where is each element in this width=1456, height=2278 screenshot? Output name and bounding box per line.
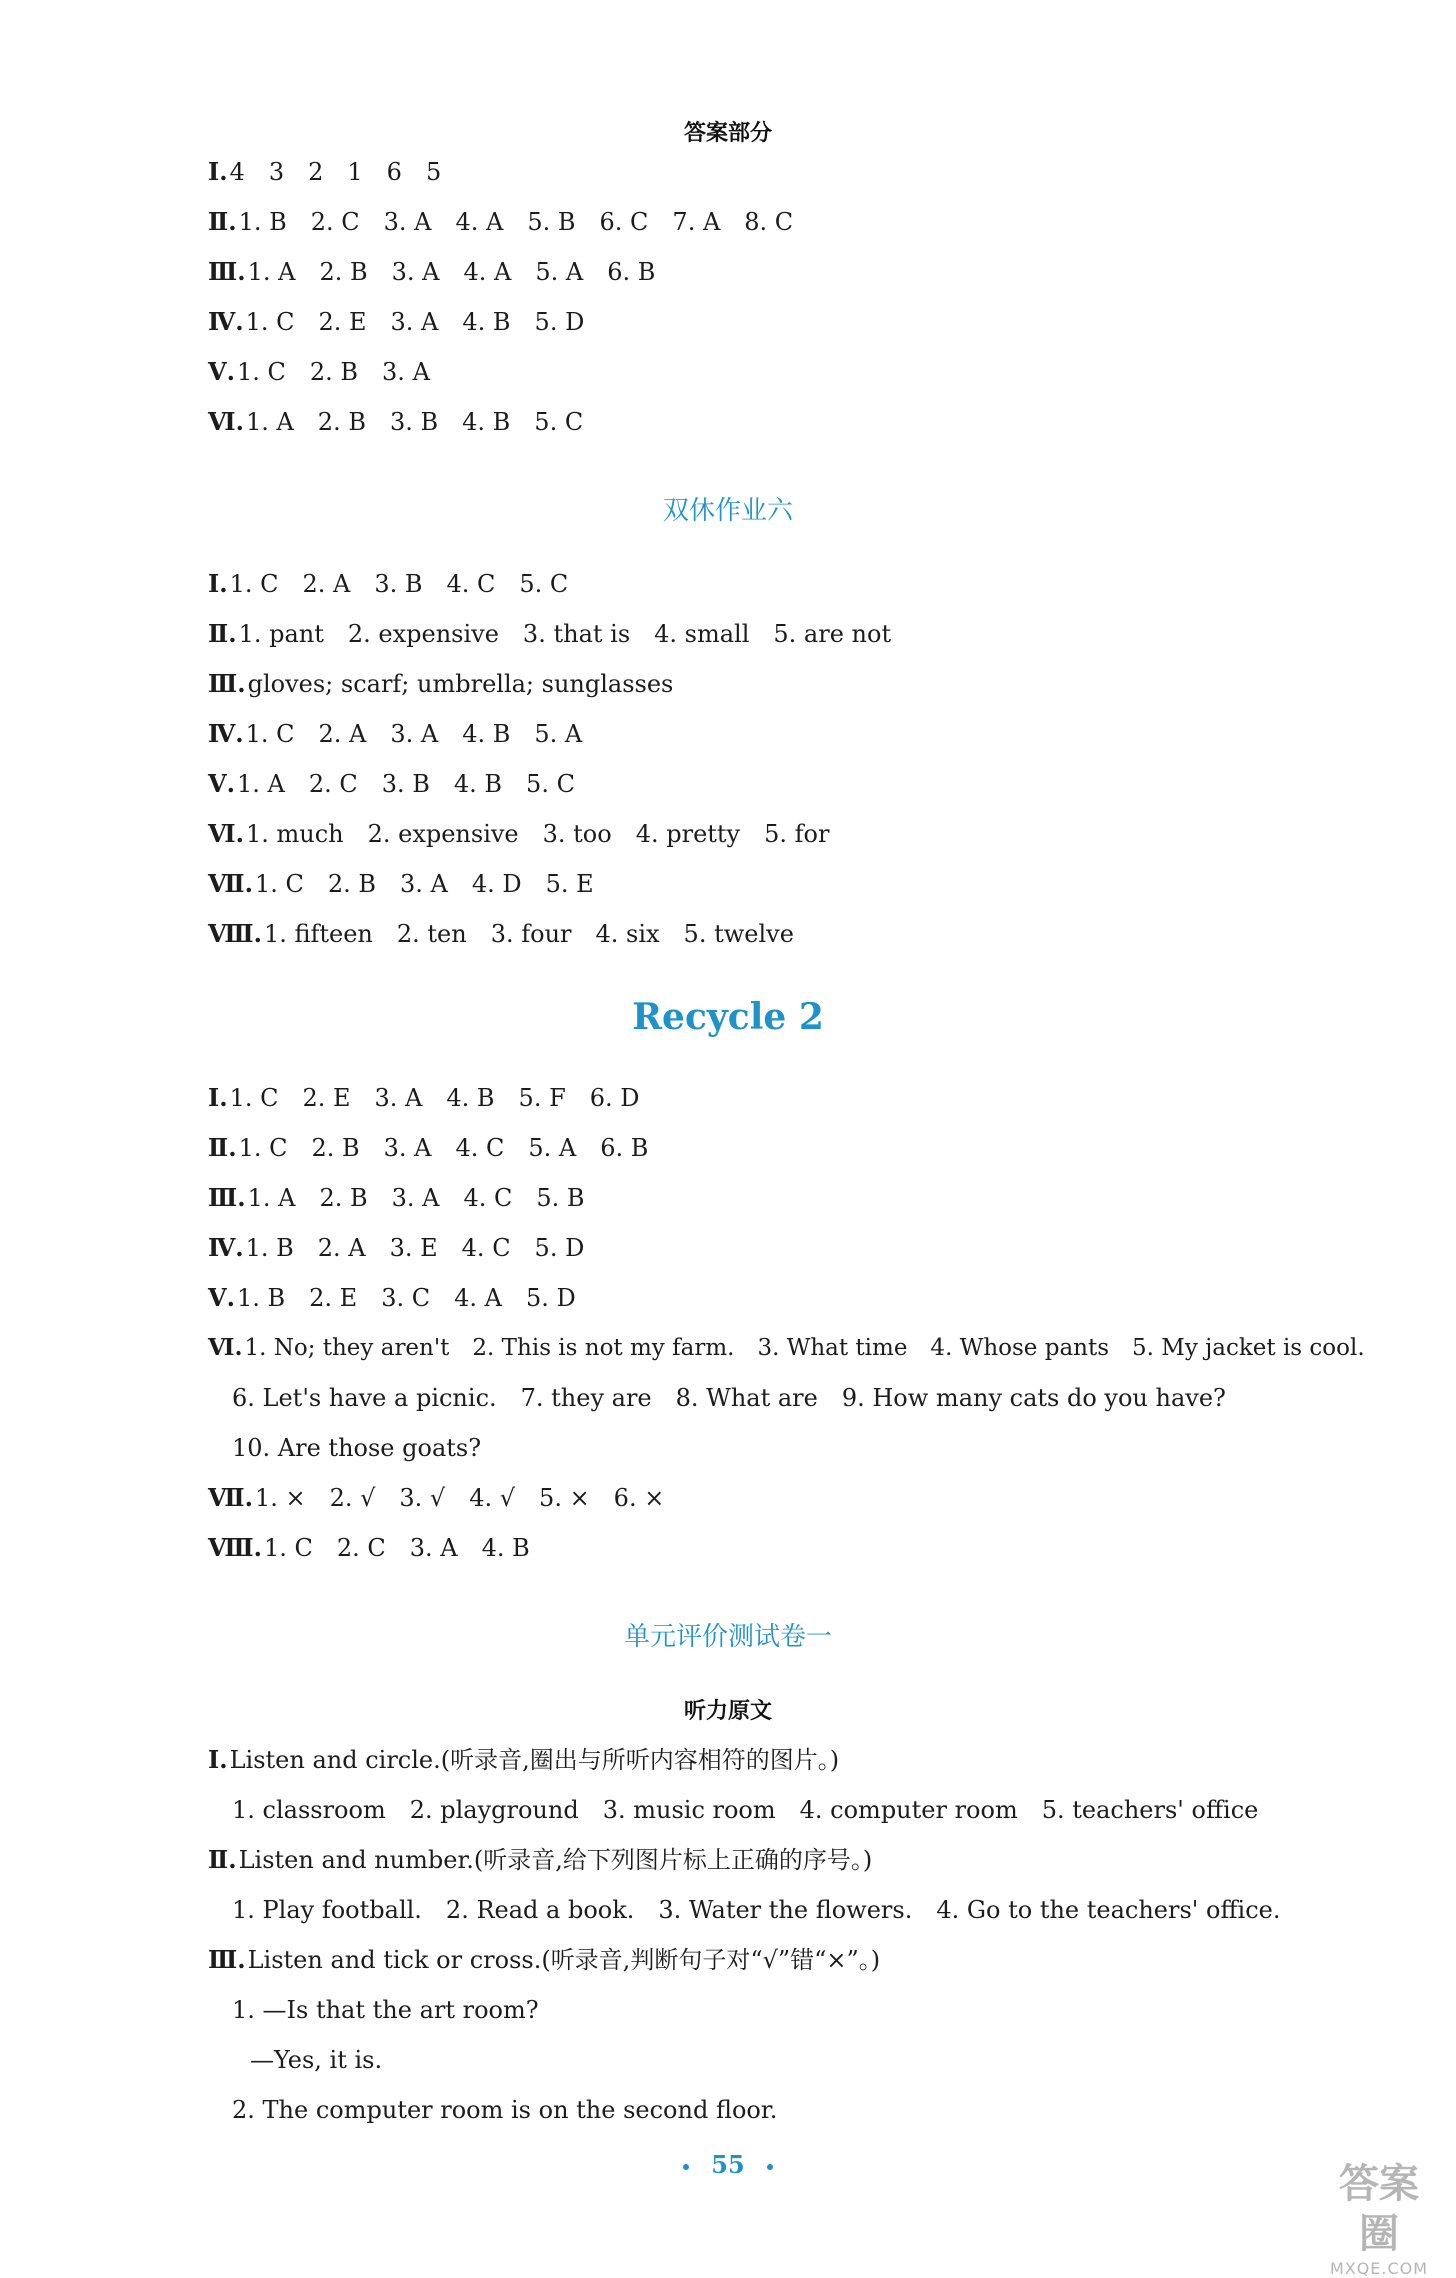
answer-line: —Yes, it is. <box>250 2046 383 2074</box>
answer-line: 1. Play football. 2. Read a book. 3. Water the flowers. 4. Go to the teachers' office. <box>232 1896 1281 1924</box>
section-title: 单元评价测试卷一 <box>623 1622 832 1652</box>
answer-line: Ⅳ.1. C 2. E 3. A 4. B 5. D <box>208 307 585 336</box>
answer-line: Ⅵ.1. much 2. expensive 3. too 4. pretty 5. for <box>208 819 830 848</box>
answer-line: 2. The computer room is on the second floor. <box>232 2096 778 2124</box>
answer-line: 1. —Is that the art room? <box>232 1996 539 2024</box>
answer-line: Ⅷ.1. fifteen 2. ten 3. four 4. six 5. twelve <box>208 919 794 948</box>
answer-line: Ⅱ.Listen and number.(听录音,给下列图片标上正确的序号。) <box>208 1845 873 1874</box>
section-title: Recycle 2 <box>632 996 824 1038</box>
page-header-title: 答案部分 <box>683 121 772 146</box>
answer-line: 10. Are those goats? <box>232 1434 482 1462</box>
answer-line: 1. classroom 2. playground 3. music room 4. computer room 5. teachers' office <box>232 1796 1259 1824</box>
answer-line: Ⅷ.1. C 2. C 3. A 4. B <box>208 1533 530 1562</box>
answer-line: Ⅴ.1. C 2. B 3. A <box>208 357 430 386</box>
answer-line: Ⅲ.gloves; scarf; umbrella; sunglasses <box>208 669 674 698</box>
answer-line: Ⅲ.1. A 2. B 3. A 4. C 5. B <box>208 1183 585 1212</box>
answer-line: Ⅶ.1. × 2. √ 3. √ 4. √ 5. × 6. × <box>208 1483 665 1512</box>
section-title: 双休作业六 <box>662 496 793 526</box>
answer-line: Ⅳ.1. C 2. A 3. A 4. B 5. A <box>208 719 583 748</box>
answer-line: Ⅰ.1. C 2. A 3. B 4. C 5. C <box>208 569 569 598</box>
answer-line: Ⅲ.1. A 2. B 3. A 4. A 5. A 6. B <box>208 257 656 286</box>
answer-line: Ⅱ.1. C 2. B 3. A 4. C 5. A 6. B <box>208 1133 649 1162</box>
answer-line: Ⅰ.4 3 2 1 6 5 <box>208 157 442 186</box>
answer-line: 6. Let's have a picnic. 7. they are 8. What are 9. How many cats do you have? <box>232 1384 1226 1412</box>
watermark-logo: 答案圈 MXQE.COM <box>1329 2161 1429 2278</box>
answer-line: Ⅱ.1. pant 2. expensive 3. that is 4. small 5. are not <box>208 619 892 648</box>
section-subtitle: 听力原文 <box>683 1699 772 1724</box>
answer-line: Ⅵ.1. A 2. B 3. B 4. B 5. C <box>208 407 584 436</box>
answer-line: Ⅴ.1. A 2. C 3. B 4. B 5. C <box>208 769 575 798</box>
answer-line: Ⅱ.1. B 2. C 3. A 4. A 5. B 6. C 7. A 8. C <box>208 207 794 236</box>
answer-line: Ⅴ.1. B 2. E 3. C 4. A 5. D <box>208 1283 576 1312</box>
answer-line: Ⅰ.1. C 2. E 3. A 4. B 5. F 6. D <box>208 1083 640 1112</box>
answer-line: Ⅰ.Listen and circle.(听录音,圈出与所听内容相符的图片。) <box>208 1745 840 1774</box>
page-number: 55 <box>0 2150 1456 2179</box>
answer-line: Ⅵ.1. No; they aren't 2. This is not my farm. 3. What time 4. Whose pants 5. My jacket is cool. <box>208 1334 1365 1361</box>
answer-line: Ⅶ.1. C 2. B 3. A 4. D 5. E <box>208 869 594 898</box>
answer-line: Ⅳ.1. B 2. A 3. E 4. C 5. D <box>208 1233 585 1262</box>
answer-line: Ⅲ.Listen and tick or cross.(听录音,判断句子对“√”错“×”。) <box>208 1945 881 1974</box>
